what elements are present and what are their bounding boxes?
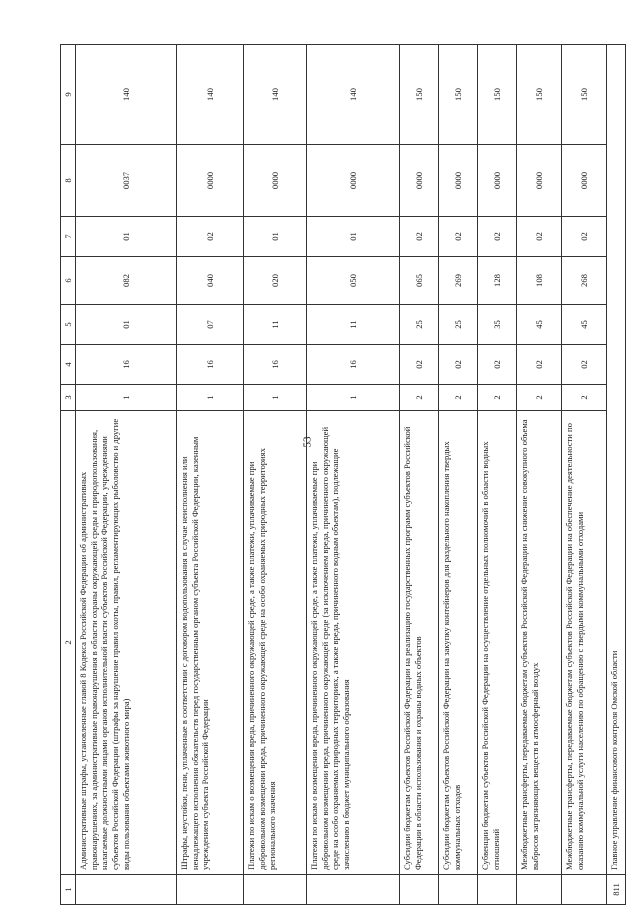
column-number: 2 bbox=[61, 411, 76, 875]
admin-code-cell bbox=[400, 875, 439, 905]
description-cell: Субвенции бюджетам субъектов Российской Федерации на осуществление отдельных полномочий в области водных отношений bbox=[478, 411, 517, 875]
code-cell: 02 bbox=[439, 217, 478, 257]
code-cell: 050 bbox=[307, 257, 400, 305]
column-number: 6 bbox=[61, 257, 76, 305]
code-cell: 01 bbox=[76, 305, 177, 345]
admin-code-cell bbox=[439, 875, 478, 905]
code-cell: 02 bbox=[478, 345, 517, 385]
code-cell: 140 bbox=[177, 45, 244, 145]
code-cell: 0000 bbox=[439, 145, 478, 217]
table-row bbox=[478, 45, 517, 905]
admin-code-cell bbox=[517, 875, 562, 905]
page-number: 53 bbox=[301, 436, 314, 448]
code-cell: 150 bbox=[400, 45, 439, 145]
code-cell: 150 bbox=[562, 45, 607, 145]
code-cell: 2 bbox=[517, 385, 562, 411]
description-cell: Межбюджетные трансферты, передаваемые бюджетам субъектов Российской Федерации на снижение совокупного объема выбросов загрязняющих веществ в атмосферный воздух bbox=[517, 411, 562, 875]
code-cell: 01 bbox=[76, 217, 177, 257]
code-cell: 1 bbox=[76, 385, 177, 411]
code-cell: 11 bbox=[307, 305, 400, 345]
code-cell: 02 bbox=[562, 217, 607, 257]
description-cell: Платежи по искам о возмещении вреда, причиненного окружающей среде, а также платежи, уплачиваемые при добровольном возмещении вреда, причиненного окружающей среде (за исключением вреда, причиненного окружающей среде на особо охраняемых природных территориях, а также вреда, причиненного водным объектам), подлежащие зачислению в бюджет муниципального образования bbox=[307, 411, 400, 875]
description-cell: Платежи по искам о возмещении вреда, причиненного окружающей среде, а также платежи, уплачиваемые при добровольном возмещении вреда, причиненного окружающей среде на особо охраняемых природных территориях регионального значения bbox=[244, 411, 307, 875]
table-row bbox=[517, 45, 562, 905]
code-cell: 0000 bbox=[478, 145, 517, 217]
code-cell: 269 bbox=[439, 257, 478, 305]
column-number: 1 bbox=[61, 875, 76, 905]
table-row bbox=[76, 45, 177, 905]
column-number: 9 bbox=[61, 45, 76, 145]
code-cell: 1 bbox=[307, 385, 400, 411]
code-cell: 020 bbox=[244, 257, 307, 305]
table-row bbox=[244, 45, 307, 905]
description-cell: Административные штрафы, установленные главой 8 Кодекса Российской Федерации об административных правонарушениях, за административные правонарушения в области охраны окружающей среды и природопользования, налагаемые должностными лицами органов исполнительной власти субъектов Российской Федерации, учреждениями субъектов Российской Федерации (штрафы за нарушение правил охоты, правил, регламентирующих рыболовство и другие виды пользования объектами животного мира) bbox=[76, 411, 177, 875]
column-number: 5 bbox=[61, 305, 76, 345]
table-row bbox=[177, 45, 244, 905]
admin-code-cell bbox=[76, 875, 177, 905]
table-row-authority bbox=[607, 45, 626, 905]
code-cell: 45 bbox=[562, 305, 607, 345]
code-cell: 25 bbox=[439, 305, 478, 345]
code-cell: 2 bbox=[562, 385, 607, 411]
code-cell: 2 bbox=[439, 385, 478, 411]
column-number: 3 bbox=[61, 385, 76, 411]
table-row bbox=[562, 45, 607, 905]
code-cell: 02 bbox=[517, 345, 562, 385]
code-cell: 02 bbox=[400, 217, 439, 257]
code-cell: 1 bbox=[244, 385, 307, 411]
code-cell: 0000 bbox=[307, 145, 400, 217]
code-cell: 268 bbox=[562, 257, 607, 305]
authority-name-cell: Главное управление финансового контроля Омской области bbox=[607, 45, 626, 875]
code-cell: 16 bbox=[244, 345, 307, 385]
code-cell: 02 bbox=[478, 217, 517, 257]
code-cell: 2 bbox=[400, 385, 439, 411]
code-cell: 25 bbox=[400, 305, 439, 345]
code-cell: 082 bbox=[76, 257, 177, 305]
rotated-table-wrapper bbox=[60, 45, 620, 905]
admin-code-cell bbox=[478, 875, 517, 905]
code-cell: 0000 bbox=[400, 145, 439, 217]
code-cell: 0000 bbox=[517, 145, 562, 217]
code-cell: 45 bbox=[517, 305, 562, 345]
admin-code-cell: 811 bbox=[607, 875, 626, 905]
code-cell: 150 bbox=[439, 45, 478, 145]
code-cell: 2 bbox=[478, 385, 517, 411]
admin-code-cell bbox=[177, 875, 244, 905]
table-row bbox=[400, 45, 439, 905]
column-number-row bbox=[61, 45, 76, 905]
code-cell: 07 bbox=[177, 305, 244, 345]
column-number: 8 bbox=[61, 145, 76, 217]
description-cell: Субсидии бюджетам субъектов Российской Федерации на реализацию государственных программ субъектов Российской Федерации в области использования и охраны водных объектов bbox=[400, 411, 439, 875]
code-cell: 150 bbox=[517, 45, 562, 145]
code-cell: 01 bbox=[244, 217, 307, 257]
description-cell: Субсидии бюджетам субъектов Российской Федерации на закупку контейнеров для раздельного накопления твердых коммунальных отходов bbox=[439, 411, 478, 875]
admin-code-cell bbox=[307, 875, 400, 905]
column-number: 7 bbox=[61, 217, 76, 257]
code-cell: 0037 bbox=[76, 145, 177, 217]
code-cell: 140 bbox=[76, 45, 177, 145]
code-cell: 16 bbox=[307, 345, 400, 385]
code-cell: 02 bbox=[439, 345, 478, 385]
code-cell: 040 bbox=[177, 257, 244, 305]
table-row bbox=[307, 45, 400, 905]
code-cell: 16 bbox=[76, 345, 177, 385]
description-cell: Межбюджетные трансферты, передаваемые бюджетам субъектов Российской Федерации на обеспечение деятельности по оказанию коммунальной услуги населению по обращению с твердыми коммунальными отходами bbox=[562, 411, 607, 875]
code-cell: 0000 bbox=[562, 145, 607, 217]
code-cell: 02 bbox=[562, 345, 607, 385]
code-cell: 35 bbox=[478, 305, 517, 345]
code-cell: 140 bbox=[244, 45, 307, 145]
code-cell: 140 bbox=[307, 45, 400, 145]
table-row bbox=[439, 45, 478, 905]
code-cell: 1 bbox=[177, 385, 244, 411]
code-cell: 0000 bbox=[177, 145, 244, 217]
admin-code-cell bbox=[244, 875, 307, 905]
code-cell: 150 bbox=[478, 45, 517, 145]
code-cell: 128 bbox=[478, 257, 517, 305]
admin-code-cell bbox=[562, 875, 607, 905]
income-codes-table bbox=[60, 44, 626, 905]
code-cell: 01 bbox=[307, 217, 400, 257]
code-cell: 11 bbox=[244, 305, 307, 345]
code-cell: 108 bbox=[517, 257, 562, 305]
code-cell: 02 bbox=[400, 345, 439, 385]
code-cell: 065 bbox=[400, 257, 439, 305]
code-cell: 16 bbox=[177, 345, 244, 385]
code-cell: 02 bbox=[177, 217, 244, 257]
column-number: 4 bbox=[61, 345, 76, 385]
code-cell: 0000 bbox=[244, 145, 307, 217]
description-cell: Штрафы, неустойки, пени, уплаченные в соответствии с договором водопользования в случае неисполнения или ненадлежащего исполнения обязательств перед государственным органом субъекта Российской Федерации, казенным учреждением субъекта Российской Федерации bbox=[177, 411, 244, 875]
code-cell: 02 bbox=[517, 217, 562, 257]
